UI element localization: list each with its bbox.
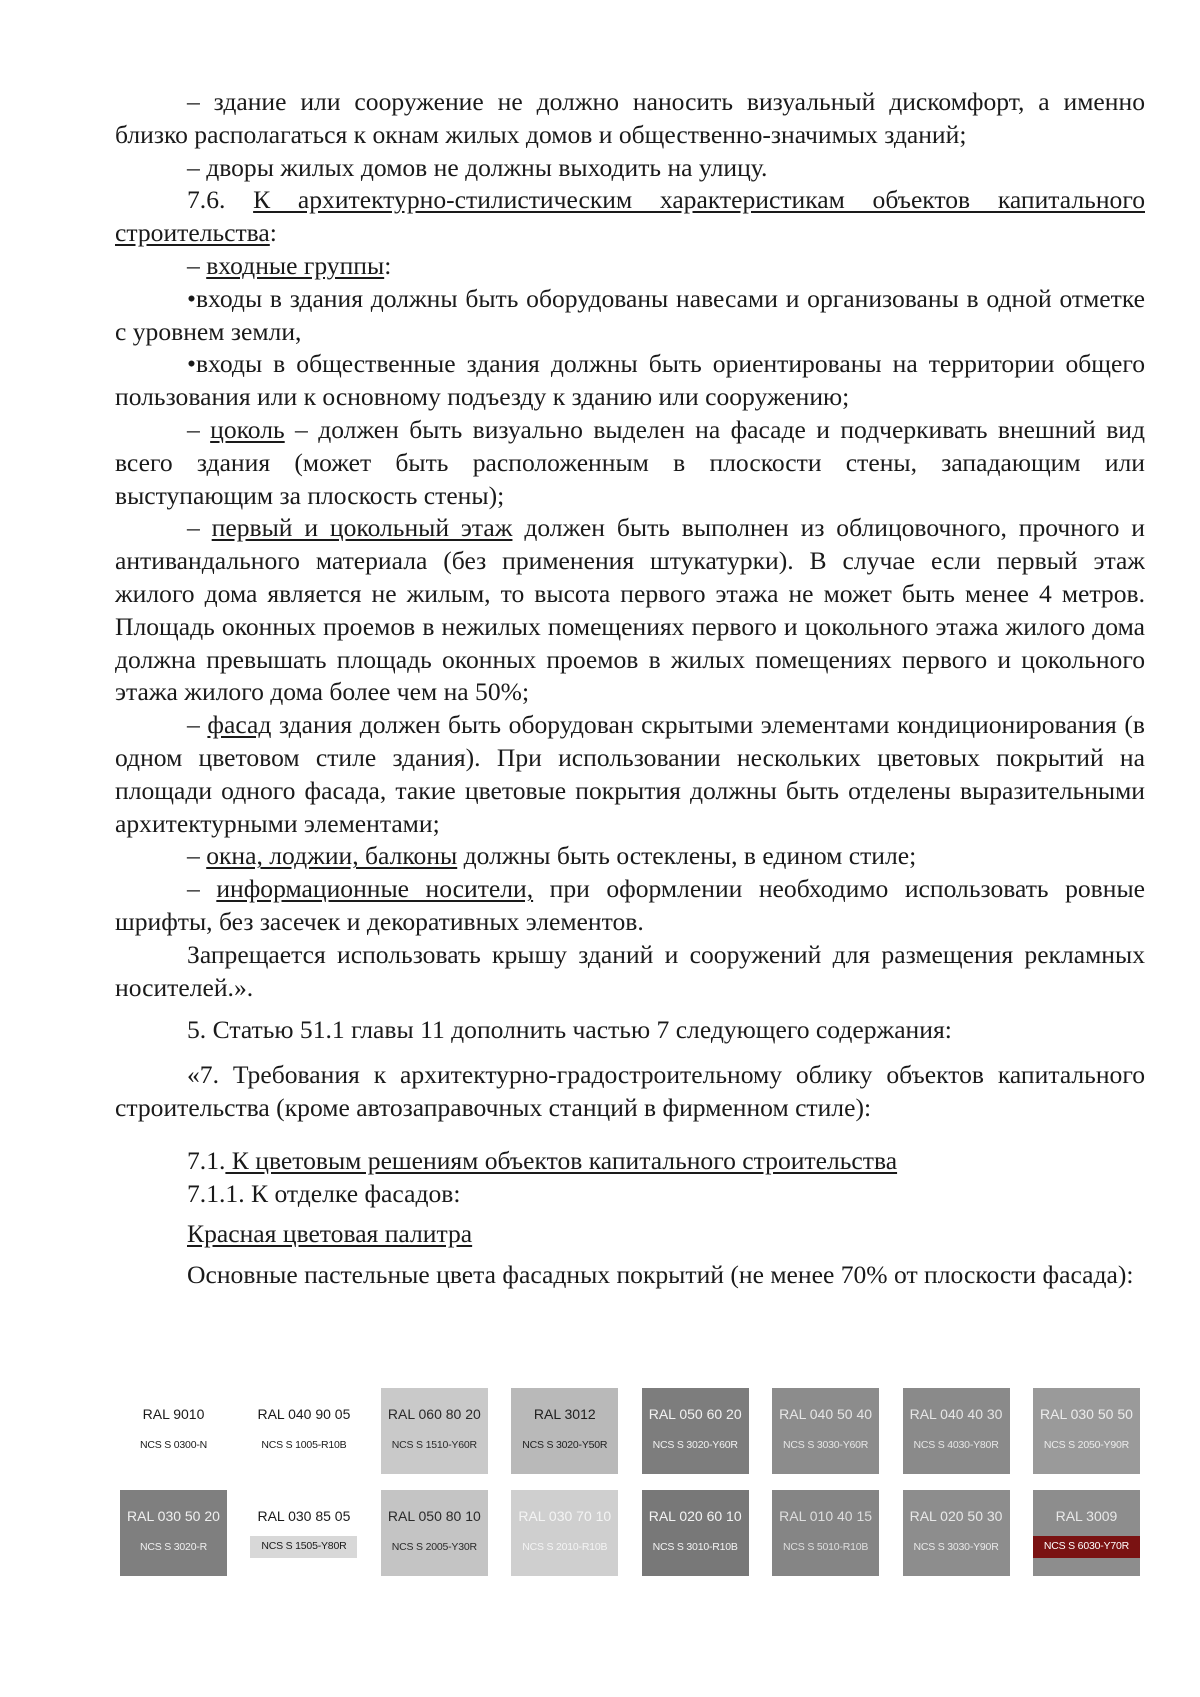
ncs-code: NCS S 3010-R10B: [652, 1541, 738, 1553]
ral-code: RAL 040 50 40: [779, 1406, 873, 1422]
paragraph-article-51-1: [115, 1014, 1145, 1047]
ncs-code: NCS S 2005-Y30R: [391, 1541, 477, 1553]
ncs-band: [511, 1422, 618, 1451]
color-swatch: [1033, 1388, 1140, 1474]
underlined-term: входные группы: [206, 250, 385, 280]
paragraph-text: :: [269, 218, 277, 248]
paragraph-first-floor: [115, 512, 1145, 709]
ral-code: RAL 020 50 30: [909, 1508, 1003, 1524]
paragraph-text: – здание или сооружение не должно наносить визуальный дискомфорт, а именно близко располагаться к окнам жилых домов и общественно-значимых зданий;: [115, 87, 1145, 149]
paragraph-facade: [115, 709, 1145, 840]
paragraph-number: 7.6.: [187, 185, 254, 215]
underlined-term: цоколь: [210, 414, 285, 444]
color-swatch: [120, 1388, 227, 1474]
ral-code: RAL 030 70 10: [518, 1508, 612, 1524]
ncs-band: [511, 1524, 618, 1553]
ncs-band: [381, 1422, 488, 1451]
paragraph-text: должен быть выполнен из облицовочного, прочного и антивандального материала (без применения штукатурки). В случае если первый этаж жилого дома является не жилым, то высота первого этажа не может быть менее 4 метров. Площадь оконных проемов в нежилых помещениях первого и цокольного этажа жилого дома должна превышать площадь оконных проемов в жилых помещениях первого и цокольного этажа жилого дома более чем на 50%;: [115, 513, 1145, 707]
paragraph-requirements-7: [115, 1059, 1145, 1125]
paragraph-text: при оформлении необходимо использовать ровные шрифты, без засечек и декоративных элементов.: [115, 874, 1145, 936]
ncs-code: NCS S 1005-R10B: [261, 1439, 347, 1451]
underlined-term: информационные носители,: [216, 874, 534, 904]
dash: –: [187, 414, 211, 444]
underlined-heading: К цветовым решениям объектов капитального строительства: [225, 1145, 898, 1175]
ncs-code: NCS S 3030-Y60R: [783, 1439, 869, 1451]
paragraph-text: :: [384, 250, 392, 280]
ncs-band: [642, 1524, 749, 1553]
ral-code: RAL 030 50 50: [1040, 1406, 1133, 1422]
dash: –: [187, 874, 217, 904]
color-swatch: [903, 1388, 1010, 1474]
paragraph-red-palette: [115, 1218, 1145, 1251]
ncs-code: NCS S 1505-Y80R: [261, 1540, 347, 1552]
paragraph-text: «7. Требования к архитектурно-градостроительному облику объектов капитального строительства (кроме автозаправочных станций в фирменном стиле):: [115, 1060, 1145, 1122]
ncs-band: [772, 1422, 879, 1451]
underlined-heading: Красная цветовая палитра: [187, 1219, 473, 1249]
swatch-row: [120, 1388, 1140, 1474]
ncs-code: NCS S 3030-Y90R: [913, 1541, 999, 1553]
color-swatch: [903, 1490, 1010, 1576]
ncs-code: NCS S 3020-Y50R: [522, 1439, 608, 1451]
ncs-band: [250, 1422, 357, 1451]
dash: –: [187, 841, 207, 871]
paragraph-text: •входы в общественные здания должны быть ориентированы на территории общего пользования или к основному подъезду к зданию или сооружению;: [115, 349, 1145, 412]
dash: –: [187, 710, 208, 740]
color-swatch: [381, 1388, 488, 1474]
ncs-band: [120, 1422, 227, 1451]
ral-code: RAL 020 60 10: [648, 1508, 742, 1524]
ncs-band: [772, 1524, 879, 1553]
color-swatch: [250, 1490, 357, 1576]
paragraph-courtyards: [115, 152, 1145, 185]
ral-code: RAL 040 90 05: [257, 1406, 351, 1422]
color-swatch: [250, 1388, 357, 1474]
paragraph-plinth: [115, 414, 1145, 512]
ral-code: RAL 010 40 15: [779, 1508, 873, 1524]
bullet-entrances-canopies: [115, 283, 1145, 349]
color-swatch: [1033, 1490, 1140, 1576]
paragraph-7-6: [115, 184, 1145, 250]
ral-code: RAL 050 80 10: [387, 1508, 481, 1524]
color-swatch: [511, 1388, 618, 1474]
paragraph-text: – дворы жилых домов не должны выходить на улицу.: [187, 152, 768, 182]
ncs-code: NCS S 4030-Y80R: [913, 1439, 999, 1451]
swatch-row: [120, 1490, 1140, 1576]
dash: –: [187, 250, 207, 280]
ral-code: RAL 9010: [142, 1406, 205, 1422]
paragraph-number: 7.1.: [187, 1145, 226, 1175]
ral-code: RAL 3009: [1055, 1508, 1118, 1524]
paragraph-text: •входы в здания должны быть оборудованы навесами и организованы в одной отметке с уровнем земли,: [115, 283, 1145, 346]
paragraph-text: 7.1.1. К отделке фасадов:: [187, 1178, 461, 1208]
bullet-public-entrances: [115, 348, 1145, 414]
color-swatch-grid: [120, 1388, 1140, 1592]
ncs-code: NCS S 2050-Y90R: [1043, 1439, 1130, 1451]
paragraph-pastel-colors: [115, 1259, 1145, 1292]
ral-code: RAL 060 80 20: [387, 1406, 481, 1422]
paragraph-text: Запрещается использовать крышу зданий и сооружений для размещения рекламных носителей.».: [115, 939, 1145, 1002]
underlined-heading: К архитектурно-стилистическим характеристикам объектов капитального строительства: [115, 185, 1145, 248]
ncs-code: NCS S 0300-N: [139, 1439, 208, 1451]
ral-code: RAL 030 85 05: [257, 1508, 351, 1524]
paragraph-7-1: [115, 1145, 1145, 1178]
ncs-band: [642, 1422, 749, 1451]
ncs-band: [903, 1524, 1010, 1553]
body-text: [115, 86, 1145, 1292]
paragraph-visual-discomfort: [115, 86, 1145, 152]
ncs-code: NCS S 2010-R10B: [522, 1541, 608, 1553]
ral-code: RAL 050 60 20: [648, 1406, 742, 1422]
ncs-band: [120, 1524, 227, 1553]
ncs-code: NCS S 5010-R10B: [783, 1541, 869, 1553]
ral-code: RAL 3012: [533, 1406, 596, 1422]
underlined-term: окна, лоджии, балконы: [206, 841, 458, 871]
ncs-code: NCS S 1510-Y60R: [391, 1439, 477, 1451]
color-swatch: [772, 1388, 879, 1474]
paragraph-roof-ban: [115, 939, 1145, 1005]
paragraph-text: – должен быть визуально выделен на фасаде и подчеркивать внешний вид всего здания (может быть расположенным в плоскости стены, западающим или выступающим за плоскость стены);: [115, 414, 1145, 510]
paragraph-entrance-groups: [115, 250, 1145, 283]
underlined-term: первый и цокольный этаж: [211, 513, 513, 543]
ncs-band: [381, 1524, 488, 1553]
ncs-code: NCS S 3020-Y60R: [652, 1439, 738, 1451]
paragraph-windows: [115, 840, 1145, 873]
ncs-code: NCS S 6030-Y70R: [1043, 1540, 1130, 1552]
color-swatch: [642, 1490, 749, 1576]
ncs-band: [1033, 1422, 1140, 1451]
color-swatch: [381, 1490, 488, 1576]
color-swatch: [120, 1490, 227, 1576]
paragraph-text: должны быть остеклены, в едином стиле;: [457, 841, 917, 871]
color-swatch: [642, 1388, 749, 1474]
ncs-band: [903, 1422, 1010, 1451]
underlined-term: фасад: [207, 710, 272, 740]
color-swatch: [772, 1490, 879, 1576]
ral-code: RAL 040 40 30: [909, 1406, 1003, 1422]
color-swatch: [511, 1490, 618, 1576]
paragraph-text: Основные пастельные цвета фасадных покрытий (не менее 70% от плоскости фасада):: [187, 1260, 1134, 1290]
ral-code: RAL 030 50 20: [127, 1508, 220, 1524]
ncs-band: [250, 1536, 357, 1558]
paragraph-text: 5. Статью 51.1 главы 11 дополнить частью 7 следующего содержания:: [187, 1015, 952, 1045]
paragraph-7-1-1: [115, 1178, 1145, 1211]
paragraph-signage: [115, 873, 1145, 939]
ncs-code: NCS S 3020-R: [139, 1541, 208, 1553]
dash: –: [187, 513, 212, 543]
ncs-band: [1033, 1536, 1140, 1558]
paragraph-text: здания должен быть оборудован скрытыми элементами кондиционирования (в одном цветовом стиле здания). При использовании нескольких цветовых покрытий на площади одного фасада, такие цветовые покрытия должны быть отделены выразительными архитектурными элементами;: [115, 710, 1145, 838]
